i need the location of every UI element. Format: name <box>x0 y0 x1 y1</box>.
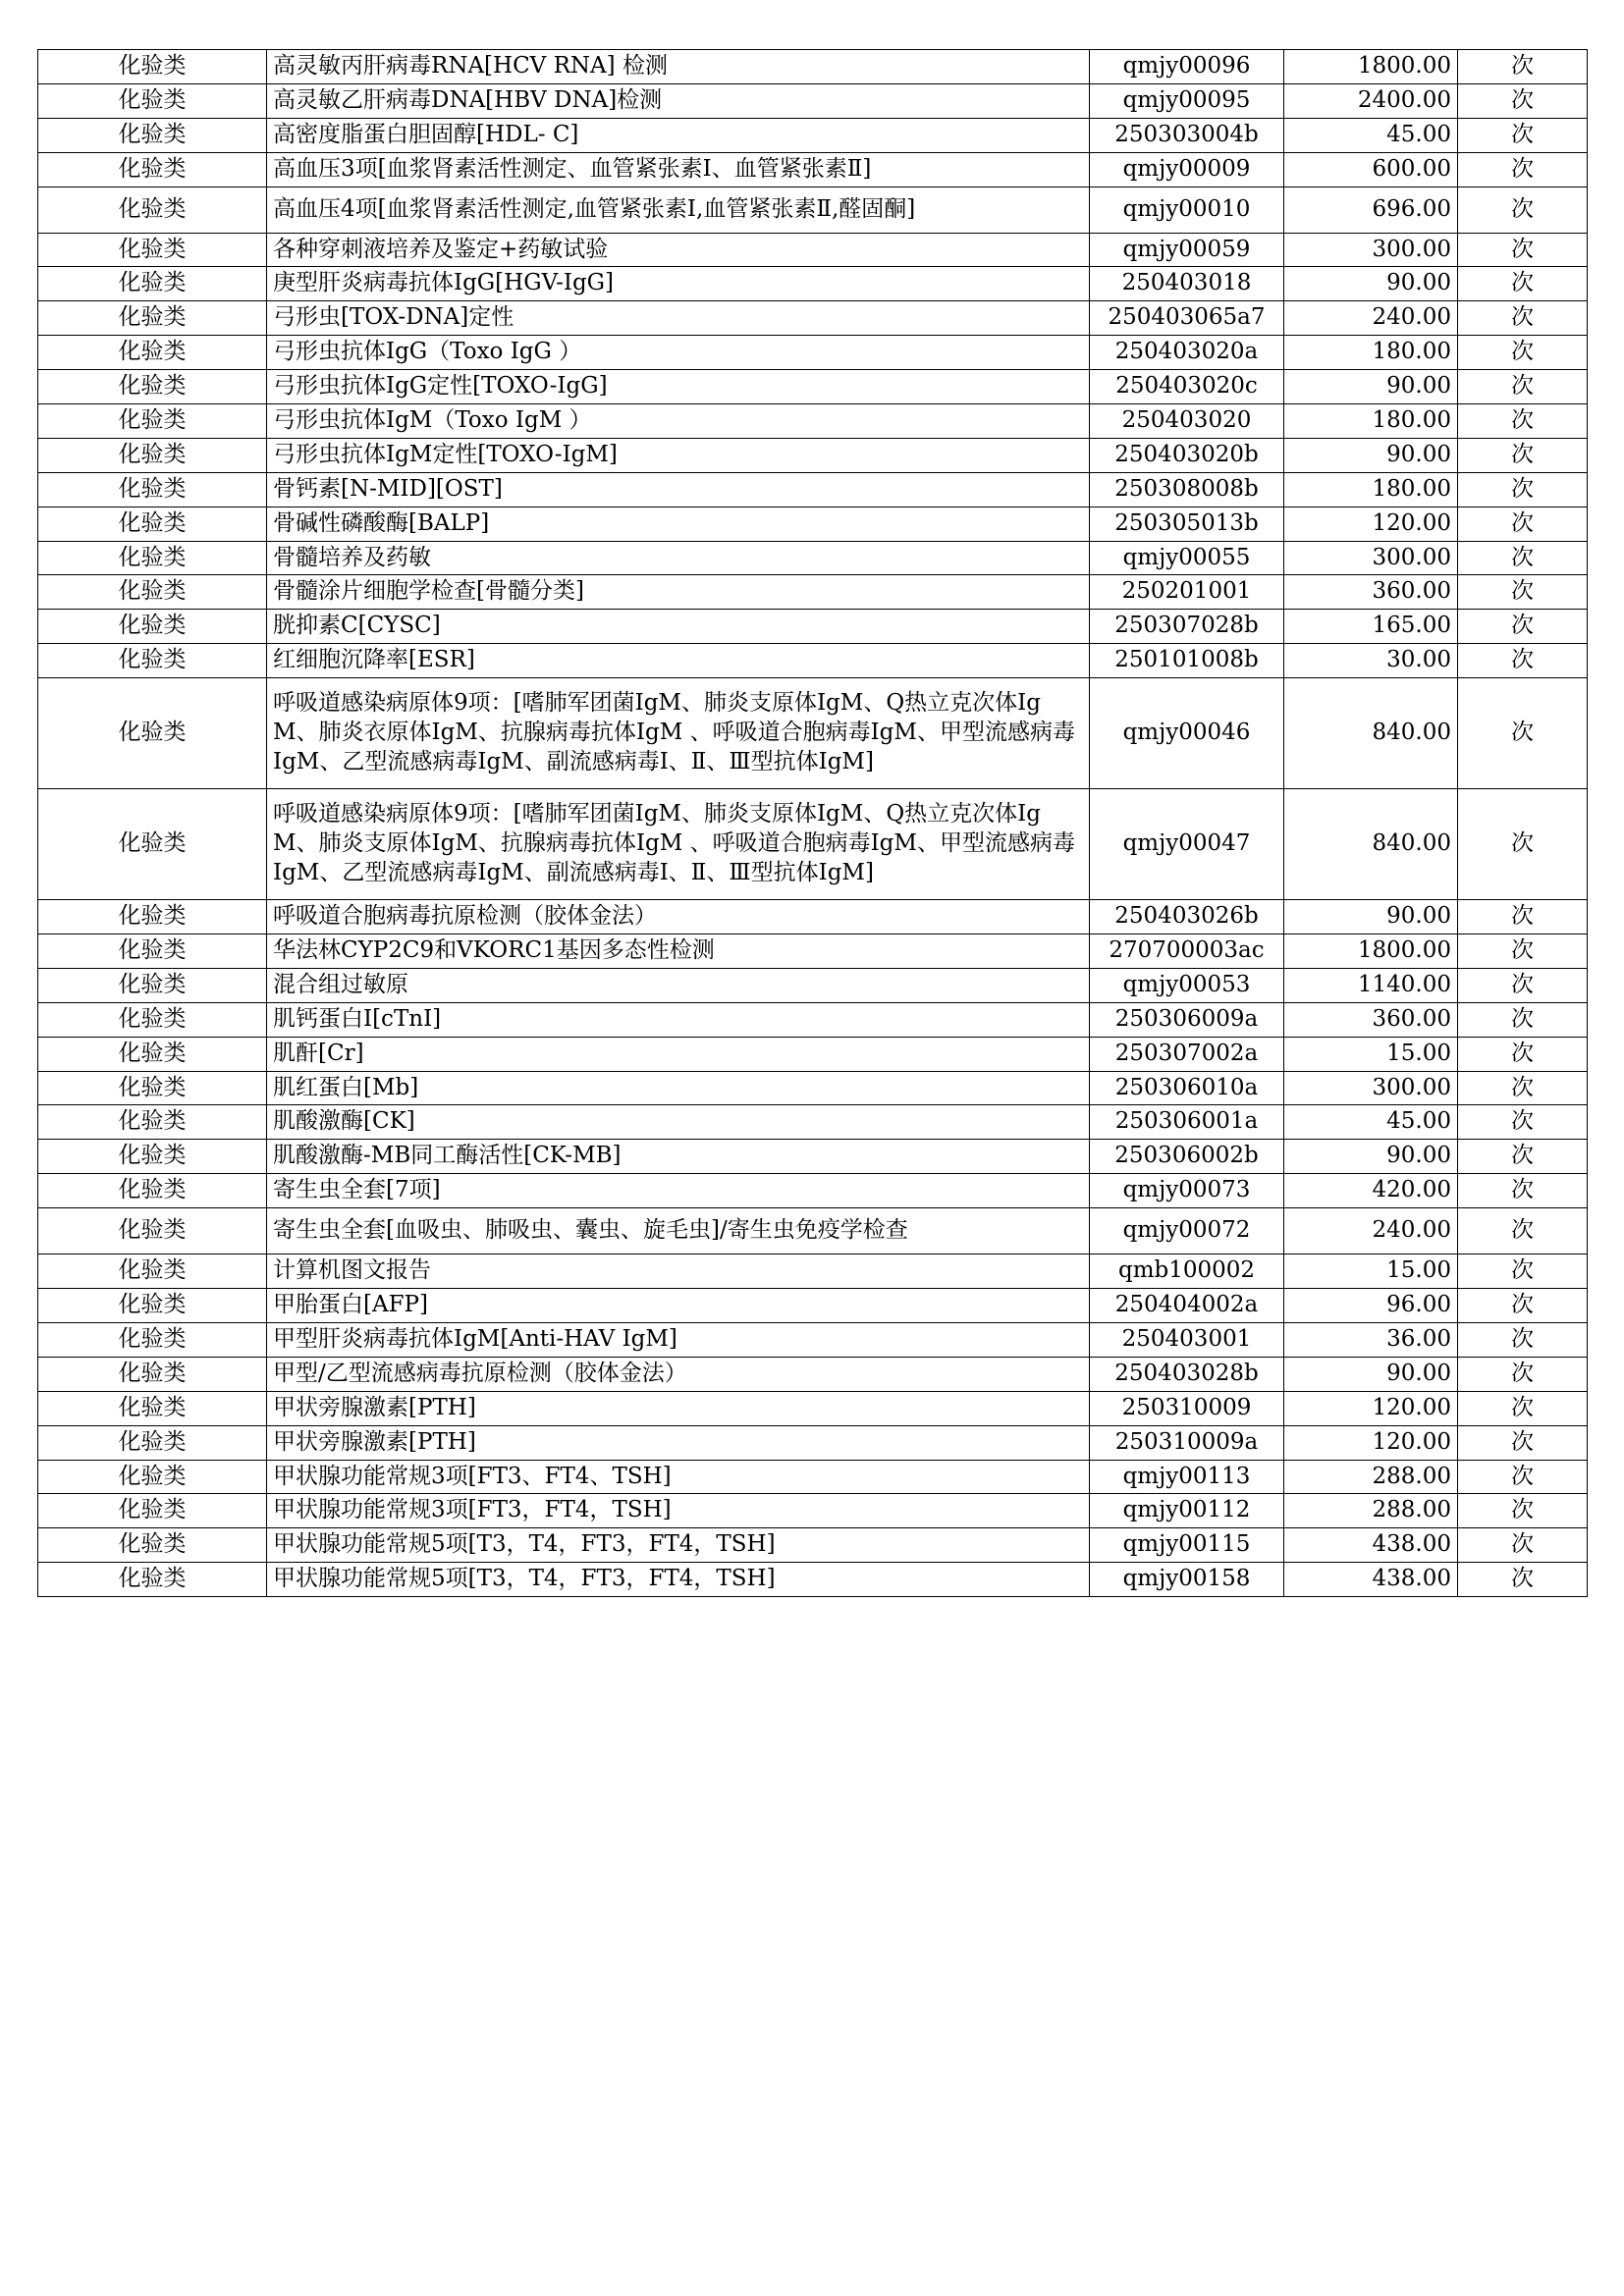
category-cell: 化验类 <box>38 900 267 934</box>
item-name-cell: 胱抑素C[CYSC] <box>267 610 1090 644</box>
item-code-cell: 250404002a <box>1090 1289 1284 1323</box>
item-name-cell: 计算机图文报告 <box>267 1255 1090 1289</box>
item-name-cell: 甲状旁腺激素[PTH] <box>267 1391 1090 1425</box>
category-cell: 化验类 <box>38 1494 267 1528</box>
item-code-cell: 250403020a <box>1090 336 1284 370</box>
category-cell: 化验类 <box>38 336 267 370</box>
category-cell: 化验类 <box>38 678 267 789</box>
price-cell: 840.00 <box>1284 789 1458 900</box>
item-code-cell: 270700003ac <box>1090 934 1284 969</box>
price-cell: 165.00 <box>1284 610 1458 644</box>
table-row <box>38 507 1588 541</box>
category-cell: 化验类 <box>38 610 267 644</box>
item-name-cell: 甲型/乙型流感病毒抗原检测（胶体金法） <box>267 1357 1090 1391</box>
item-name-cell: 甲状旁腺激素[PTH] <box>267 1425 1090 1460</box>
price-cell: 30.00 <box>1284 644 1458 678</box>
item-name-cell: 高密度脂蛋白胆固醇[HDL- C] <box>267 118 1090 152</box>
item-name-cell: 高血压3项[血浆肾素活性测定、血管紧张素Ⅰ、血管紧张素Ⅱ] <box>267 152 1090 187</box>
unit-cell: 次 <box>1458 301 1588 336</box>
item-code-cell: qmjy00158 <box>1090 1563 1284 1597</box>
category-cell: 化验类 <box>38 152 267 187</box>
price-table <box>37 49 1588 1597</box>
table-row <box>38 370 1588 404</box>
price-cell: 90.00 <box>1284 267 1458 301</box>
unit-cell: 次 <box>1458 541 1588 575</box>
item-name-cell: 肌酸激酶[CK] <box>267 1105 1090 1140</box>
unit-cell: 次 <box>1458 1528 1588 1563</box>
item-code-cell: qmjy00095 <box>1090 83 1284 118</box>
price-cell: 360.00 <box>1284 575 1458 610</box>
unit-cell: 次 <box>1458 789 1588 900</box>
unit-cell: 次 <box>1458 370 1588 404</box>
unit-cell: 次 <box>1458 1322 1588 1357</box>
item-code-cell: 250101008b <box>1090 644 1284 678</box>
item-code-cell: 250403028b <box>1090 1357 1284 1391</box>
item-code-cell: qmb100002 <box>1090 1255 1284 1289</box>
category-cell: 化验类 <box>38 1460 267 1494</box>
unit-cell: 次 <box>1458 644 1588 678</box>
price-cell: 360.00 <box>1284 1002 1458 1037</box>
item-name-cell: 甲状腺功能常规3项[FT3、FT4、TSH] <box>267 1460 1090 1494</box>
item-code-cell: 250403001 <box>1090 1322 1284 1357</box>
category-cell: 化验类 <box>38 1425 267 1460</box>
unit-cell: 次 <box>1458 1037 1588 1071</box>
table-row <box>38 336 1588 370</box>
table-row <box>38 118 1588 152</box>
price-cell: 288.00 <box>1284 1460 1458 1494</box>
table-row <box>38 1255 1588 1289</box>
category-cell: 化验类 <box>38 1289 267 1323</box>
unit-cell: 次 <box>1458 900 1588 934</box>
item-name-cell: 甲状腺功能常规5项[T3，T4，FT3，FT4，TSH] <box>267 1528 1090 1563</box>
table-row <box>38 1289 1588 1323</box>
item-name-cell: 高灵敏丙肝病毒RNA[HCV RNA] 检测 <box>267 50 1090 84</box>
category-cell: 化验类 <box>38 1357 267 1391</box>
unit-cell: 次 <box>1458 1002 1588 1037</box>
item-name-cell: 弓形虫抗体IgG定性[TOXO-IgG] <box>267 370 1090 404</box>
category-cell: 化验类 <box>38 438 267 472</box>
table-row <box>38 968 1588 1002</box>
table-row <box>38 1494 1588 1528</box>
item-code-cell: 250305013b <box>1090 507 1284 541</box>
price-cell: 180.00 <box>1284 336 1458 370</box>
item-code-cell: qmjy00112 <box>1090 1494 1284 1528</box>
item-name-cell: 弓形虫[TOX-DNA]定性 <box>267 301 1090 336</box>
category-cell: 化验类 <box>38 233 267 267</box>
table-row <box>38 1460 1588 1494</box>
unit-cell: 次 <box>1458 1425 1588 1460</box>
price-cell: 90.00 <box>1284 900 1458 934</box>
category-cell: 化验类 <box>38 644 267 678</box>
table-row <box>38 1174 1588 1208</box>
unit-cell: 次 <box>1458 575 1588 610</box>
table-row <box>38 541 1588 575</box>
table-row <box>38 233 1588 267</box>
unit-cell: 次 <box>1458 1460 1588 1494</box>
item-code-cell: 250201001 <box>1090 575 1284 610</box>
table-row <box>38 83 1588 118</box>
unit-cell: 次 <box>1458 1140 1588 1174</box>
item-name-cell: 高灵敏乙肝病毒DNA[HBV DNA]检测 <box>267 83 1090 118</box>
item-code-cell: 250310009a <box>1090 1425 1284 1460</box>
unit-cell: 次 <box>1458 336 1588 370</box>
item-code-cell: qmjy00047 <box>1090 789 1284 900</box>
price-cell: 1800.00 <box>1284 50 1458 84</box>
price-cell: 120.00 <box>1284 1425 1458 1460</box>
table-row <box>38 267 1588 301</box>
category-cell: 化验类 <box>38 301 267 336</box>
unit-cell: 次 <box>1458 472 1588 507</box>
item-code-cell: 250403020c <box>1090 370 1284 404</box>
unit-cell: 次 <box>1458 438 1588 472</box>
item-name-cell: 高血压4项[血浆肾素活性测定,血管紧张素Ⅰ,血管紧张素Ⅱ,醛固酮] <box>267 187 1090 233</box>
table-row <box>38 610 1588 644</box>
item-code-cell: qmjy00055 <box>1090 541 1284 575</box>
price-cell: 420.00 <box>1284 1174 1458 1208</box>
item-code-cell: qmjy00113 <box>1090 1460 1284 1494</box>
unit-cell: 次 <box>1458 118 1588 152</box>
item-code-cell: qmjy00009 <box>1090 152 1284 187</box>
category-cell: 化验类 <box>38 1002 267 1037</box>
category-cell: 化验类 <box>38 1071 267 1105</box>
item-code-cell: qmjy00072 <box>1090 1208 1284 1255</box>
table-row <box>38 1322 1588 1357</box>
table-row <box>38 1037 1588 1071</box>
item-code-cell: 250403020b <box>1090 438 1284 472</box>
item-code-cell: qmjy00059 <box>1090 233 1284 267</box>
table-row <box>38 187 1588 233</box>
item-name-cell: 肌酐[Cr] <box>267 1037 1090 1071</box>
price-cell: 180.00 <box>1284 404 1458 439</box>
category-cell: 化验类 <box>38 1322 267 1357</box>
price-cell: 90.00 <box>1284 370 1458 404</box>
table-row <box>38 404 1588 439</box>
unit-cell: 次 <box>1458 1563 1588 1597</box>
price-cell: 1800.00 <box>1284 934 1458 969</box>
price-cell: 180.00 <box>1284 472 1458 507</box>
price-cell: 15.00 <box>1284 1255 1458 1289</box>
unit-cell: 次 <box>1458 267 1588 301</box>
unit-cell: 次 <box>1458 83 1588 118</box>
item-name-cell: 肌红蛋白[Mb] <box>267 1071 1090 1105</box>
category-cell: 化验类 <box>38 934 267 969</box>
price-list-page <box>37 49 1587 1597</box>
category-cell: 化验类 <box>38 1528 267 1563</box>
category-cell: 化验类 <box>38 541 267 575</box>
price-cell: 15.00 <box>1284 1037 1458 1071</box>
table-row <box>38 1002 1588 1037</box>
price-cell: 438.00 <box>1284 1563 1458 1597</box>
category-cell: 化验类 <box>38 370 267 404</box>
item-name-cell: 甲状腺功能常规5项[T3，T4，FT3，FT4，TSH] <box>267 1563 1090 1597</box>
price-cell: 45.00 <box>1284 118 1458 152</box>
price-cell: 1140.00 <box>1284 968 1458 1002</box>
item-name-cell: 呼吸道合胞病毒抗原检测（胶体金法） <box>267 900 1090 934</box>
unit-cell: 次 <box>1458 1494 1588 1528</box>
category-cell: 化验类 <box>38 1174 267 1208</box>
item-name-cell: 红细胞沉降率[ESR] <box>267 644 1090 678</box>
unit-cell: 次 <box>1458 1255 1588 1289</box>
item-name-cell: 呼吸道感染病原体9项：[嗜肺军团菌IgM、肺炎支原体IgM、Q热立克次体IgM、肺炎支原体IgM、抗腺病毒抗体IgM 、呼吸道合胞病毒IgM、甲型流感病毒IgM、乙型流感病毒IgM、副流感病毒Ⅰ、Ⅱ、Ⅲ型抗体IgM] <box>267 789 1090 900</box>
unit-cell: 次 <box>1458 507 1588 541</box>
item-name-cell: 华法林CYP2C9和VKORC1基因多态性检测 <box>267 934 1090 969</box>
price-cell: 300.00 <box>1284 1071 1458 1105</box>
table-row <box>38 934 1588 969</box>
table-row <box>38 900 1588 934</box>
item-name-cell: 骨髓涂片细胞学检查[骨髓分类] <box>267 575 1090 610</box>
item-name-cell: 庚型肝炎病毒抗体IgG[HGV-IgG] <box>267 267 1090 301</box>
unit-cell: 次 <box>1458 1174 1588 1208</box>
item-name-cell: 甲状腺功能常规3项[FT3，FT4，TSH] <box>267 1494 1090 1528</box>
item-code-cell: qmjy00096 <box>1090 50 1284 84</box>
table-row <box>38 1105 1588 1140</box>
table-row <box>38 1528 1588 1563</box>
item-code-cell: 250306010a <box>1090 1071 1284 1105</box>
price-cell: 288.00 <box>1284 1494 1458 1528</box>
table-row <box>38 152 1588 187</box>
table-row <box>38 1357 1588 1391</box>
category-cell: 化验类 <box>38 83 267 118</box>
price-cell: 36.00 <box>1284 1322 1458 1357</box>
category-cell: 化验类 <box>38 789 267 900</box>
category-cell: 化验类 <box>38 507 267 541</box>
table-row <box>38 1208 1588 1255</box>
category-cell: 化验类 <box>38 472 267 507</box>
table-row <box>38 644 1588 678</box>
table-body <box>38 50 1588 1597</box>
item-name-cell: 寄生虫全套[血吸虫、肺吸虫、囊虫、旋毛虫]/寄生虫免疫学检查 <box>267 1208 1090 1255</box>
item-code-cell: 250307002a <box>1090 1037 1284 1071</box>
category-cell: 化验类 <box>38 187 267 233</box>
table-row <box>38 1563 1588 1597</box>
item-code-cell: qmjy00115 <box>1090 1528 1284 1563</box>
price-cell: 600.00 <box>1284 152 1458 187</box>
unit-cell: 次 <box>1458 152 1588 187</box>
table-row <box>38 575 1588 610</box>
item-code-cell: qmjy00010 <box>1090 187 1284 233</box>
price-cell: 240.00 <box>1284 1208 1458 1255</box>
unit-cell: 次 <box>1458 1357 1588 1391</box>
price-cell: 45.00 <box>1284 1105 1458 1140</box>
item-name-cell: 甲型肝炎病毒抗体IgM[Anti-HAV IgM] <box>267 1322 1090 1357</box>
item-name-cell: 肌酸激酶-MB同工酶活性[CK-MB] <box>267 1140 1090 1174</box>
unit-cell: 次 <box>1458 968 1588 1002</box>
unit-cell: 次 <box>1458 404 1588 439</box>
item-name-cell: 各种穿刺液培养及鉴定+药敏试验 <box>267 233 1090 267</box>
item-code-cell: 250307028b <box>1090 610 1284 644</box>
table-row <box>38 472 1588 507</box>
item-name-cell: 弓形虫抗体IgG（Toxo IgG ） <box>267 336 1090 370</box>
unit-cell: 次 <box>1458 1105 1588 1140</box>
table-row <box>38 1071 1588 1105</box>
category-cell: 化验类 <box>38 1255 267 1289</box>
category-cell: 化验类 <box>38 575 267 610</box>
unit-cell: 次 <box>1458 1391 1588 1425</box>
price-cell: 90.00 <box>1284 1357 1458 1391</box>
price-cell: 120.00 <box>1284 507 1458 541</box>
item-name-cell: 骨碱性磷酸酶[BALP] <box>267 507 1090 541</box>
price-cell: 840.00 <box>1284 678 1458 789</box>
item-code-cell: 250308008b <box>1090 472 1284 507</box>
category-cell: 化验类 <box>38 267 267 301</box>
item-name-cell: 弓形虫抗体IgM定性[TOXO-IgM] <box>267 438 1090 472</box>
unit-cell: 次 <box>1458 934 1588 969</box>
category-cell: 化验类 <box>38 50 267 84</box>
item-name-cell: 肌钙蛋白I[cTnI] <box>267 1002 1090 1037</box>
price-cell: 438.00 <box>1284 1528 1458 1563</box>
price-cell: 90.00 <box>1284 438 1458 472</box>
category-cell: 化验类 <box>38 1208 267 1255</box>
table-row <box>38 1140 1588 1174</box>
item-name-cell: 骨钙素[N-MID][OST] <box>267 472 1090 507</box>
item-name-cell: 骨髓培养及药敏 <box>267 541 1090 575</box>
category-cell: 化验类 <box>38 404 267 439</box>
price-cell: 90.00 <box>1284 1140 1458 1174</box>
price-cell: 96.00 <box>1284 1289 1458 1323</box>
unit-cell: 次 <box>1458 610 1588 644</box>
item-code-cell: 250403026b <box>1090 900 1284 934</box>
item-code-cell: 250306001a <box>1090 1105 1284 1140</box>
item-code-cell: 250306009a <box>1090 1002 1284 1037</box>
table-row <box>38 438 1588 472</box>
table-row <box>38 50 1588 84</box>
unit-cell: 次 <box>1458 1208 1588 1255</box>
price-cell: 300.00 <box>1284 541 1458 575</box>
item-name-cell: 呼吸道感染病原体9项：[嗜肺军团菌IgM、肺炎支原体IgM、Q热立克次体IgM、肺炎衣原体IgM、抗腺病毒抗体IgM 、呼吸道合胞病毒IgM、甲型流感病毒IgM、乙型流感病毒IgM、副流感病毒Ⅰ、Ⅱ、Ⅲ型抗体IgM] <box>267 678 1090 789</box>
item-name-cell: 混合组过敏原 <box>267 968 1090 1002</box>
table-row <box>38 1425 1588 1460</box>
category-cell: 化验类 <box>38 1140 267 1174</box>
category-cell: 化验类 <box>38 118 267 152</box>
category-cell: 化验类 <box>38 1391 267 1425</box>
price-cell: 240.00 <box>1284 301 1458 336</box>
table-row <box>38 789 1588 900</box>
item-code-cell: 250310009 <box>1090 1391 1284 1425</box>
item-code-cell: 250303004b <box>1090 118 1284 152</box>
unit-cell: 次 <box>1458 678 1588 789</box>
unit-cell: 次 <box>1458 50 1588 84</box>
item-name-cell: 弓形虫抗体IgM（Toxo IgM ） <box>267 404 1090 439</box>
category-cell: 化验类 <box>38 968 267 1002</box>
item-code-cell: qmjy00053 <box>1090 968 1284 1002</box>
item-code-cell: qmjy00046 <box>1090 678 1284 789</box>
item-name-cell: 寄生虫全套[7项] <box>267 1174 1090 1208</box>
unit-cell: 次 <box>1458 187 1588 233</box>
category-cell: 化验类 <box>38 1037 267 1071</box>
item-code-cell: 250403065a7 <box>1090 301 1284 336</box>
unit-cell: 次 <box>1458 233 1588 267</box>
item-code-cell: qmjy00073 <box>1090 1174 1284 1208</box>
price-cell: 300.00 <box>1284 233 1458 267</box>
price-cell: 696.00 <box>1284 187 1458 233</box>
table-row <box>38 678 1588 789</box>
unit-cell: 次 <box>1458 1289 1588 1323</box>
price-cell: 120.00 <box>1284 1391 1458 1425</box>
price-cell: 2400.00 <box>1284 83 1458 118</box>
item-code-cell: 250306002b <box>1090 1140 1284 1174</box>
category-cell: 化验类 <box>38 1105 267 1140</box>
item-name-cell: 甲胎蛋白[AFP] <box>267 1289 1090 1323</box>
table-row <box>38 301 1588 336</box>
category-cell: 化验类 <box>38 1563 267 1597</box>
item-code-cell: 250403018 <box>1090 267 1284 301</box>
item-code-cell: 250403020 <box>1090 404 1284 439</box>
unit-cell: 次 <box>1458 1071 1588 1105</box>
table-row <box>38 1391 1588 1425</box>
